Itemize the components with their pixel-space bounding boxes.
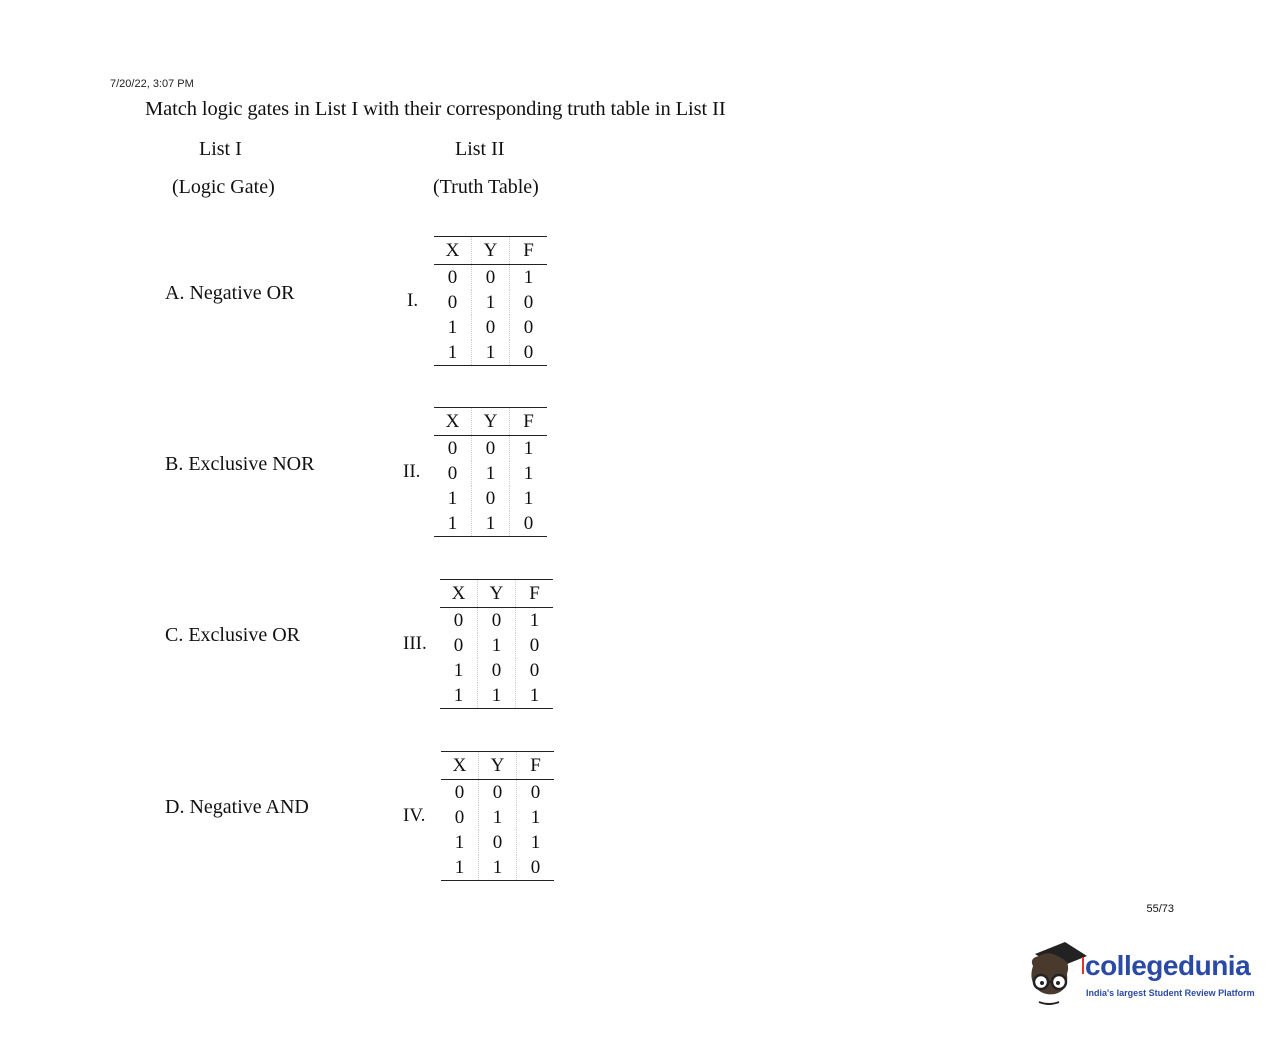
cell: 0 (478, 658, 516, 683)
cell: 1 (472, 290, 510, 315)
truth-table-3 (440, 579, 553, 709)
table-row (440, 608, 553, 634)
cell: 0 (510, 511, 548, 537)
table-row (434, 340, 547, 366)
table-row (434, 315, 547, 340)
cell: 1 (479, 855, 517, 881)
cell: 0 (472, 436, 510, 462)
truth-table-4 (441, 751, 554, 881)
gate-a-label: A. Negative OR (165, 282, 295, 304)
cell: 0 (517, 780, 555, 806)
table-row (441, 855, 554, 881)
cell: 0 (453, 610, 464, 631)
table-row (434, 486, 547, 511)
cell: 0 (472, 265, 510, 291)
header-x: X (434, 237, 472, 265)
cell: 1 (447, 488, 458, 509)
cell: 1 (510, 436, 548, 462)
cell: 1 (478, 683, 516, 709)
list-1-title: List I (199, 138, 242, 160)
cell: 1 (447, 342, 458, 363)
cell: 1 (472, 461, 510, 486)
truth-table-2 (434, 407, 547, 537)
cell: 0 (472, 315, 510, 340)
header-f: F (517, 752, 555, 780)
cell: 1 (517, 805, 555, 830)
cell: 1 (454, 832, 465, 853)
list-2-subtitle: (Truth Table) (433, 176, 539, 198)
page-number: 55/73 (1146, 903, 1174, 915)
cell: 1 (510, 461, 548, 486)
cell: 0 (510, 315, 548, 340)
cell: 0 (479, 780, 517, 806)
cell: 1 (453, 660, 464, 681)
header-y: Y (479, 752, 517, 780)
cell: 1 (510, 486, 548, 511)
gate-d-label: D. Negative AND (165, 796, 309, 818)
cell: 0 (447, 463, 458, 484)
header-x: X (441, 752, 479, 780)
header-y: Y (472, 408, 510, 436)
cell: 0 (472, 486, 510, 511)
table-3-numeral: III. (403, 633, 427, 654)
cell: 1 (472, 340, 510, 366)
table-row (440, 658, 553, 683)
cell: 0 (516, 658, 554, 683)
cell: 1 (516, 608, 554, 634)
cell: 1 (472, 511, 510, 537)
table-row (434, 461, 547, 486)
header-f: F (510, 408, 548, 436)
cell: 0 (516, 633, 554, 658)
header-f: F (516, 580, 554, 608)
table-2-numeral: II. (403, 461, 421, 482)
header-x: X (434, 408, 472, 436)
header-f: F (510, 237, 548, 265)
gate-b-label: B. Exclusive NOR (165, 453, 315, 475)
gate-c-label: C. Exclusive OR (165, 624, 300, 646)
cell: 0 (478, 608, 516, 634)
table-1-numeral: I. (407, 290, 419, 311)
cell: 0 (454, 807, 465, 828)
cell: 0 (510, 290, 548, 315)
cell: 1 (510, 265, 548, 291)
cell: 1 (479, 805, 517, 830)
table-row (434, 265, 547, 291)
cell: 1 (478, 633, 516, 658)
collegedunia-logo-text: collegedunia (1085, 950, 1251, 981)
cell: 0 (479, 830, 517, 855)
table-row (441, 830, 554, 855)
table-4-numeral: IV. (403, 805, 426, 826)
question-text: Match logic gates in List I with their corresponding truth table in List II (145, 98, 726, 120)
table-row (434, 290, 547, 315)
table-row (434, 511, 547, 537)
table-row (440, 683, 553, 709)
logo-tagline: India's largest Student Review Platform (1086, 988, 1255, 998)
graduate-mascot-icon (1025, 940, 1087, 1008)
cell: 1 (517, 830, 555, 855)
table-row (434, 436, 547, 462)
table-row (441, 780, 554, 806)
cell: 1 (453, 685, 464, 706)
table-row (440, 633, 553, 658)
cell: 0 (447, 292, 458, 313)
cell: 0 (454, 782, 465, 803)
cell: 0 (447, 267, 458, 288)
table-row (441, 805, 554, 830)
cell: 1 (454, 857, 465, 878)
cell: 1 (516, 683, 554, 709)
cell: 1 (447, 513, 458, 534)
truth-table-1 (434, 236, 547, 366)
cell: 0 (453, 635, 464, 656)
print-timestamp: 7/20/22, 3:07 PM (110, 78, 194, 90)
list-1-subtitle: (Logic Gate) (172, 176, 275, 198)
header-y: Y (478, 580, 516, 608)
cell: 1 (447, 317, 458, 338)
cell: 0 (517, 855, 555, 881)
cell: 0 (447, 438, 458, 459)
cell: 0 (510, 340, 548, 366)
header-x: X (440, 580, 478, 608)
list-2-title: List II (455, 138, 505, 160)
header-y: Y (472, 237, 510, 265)
